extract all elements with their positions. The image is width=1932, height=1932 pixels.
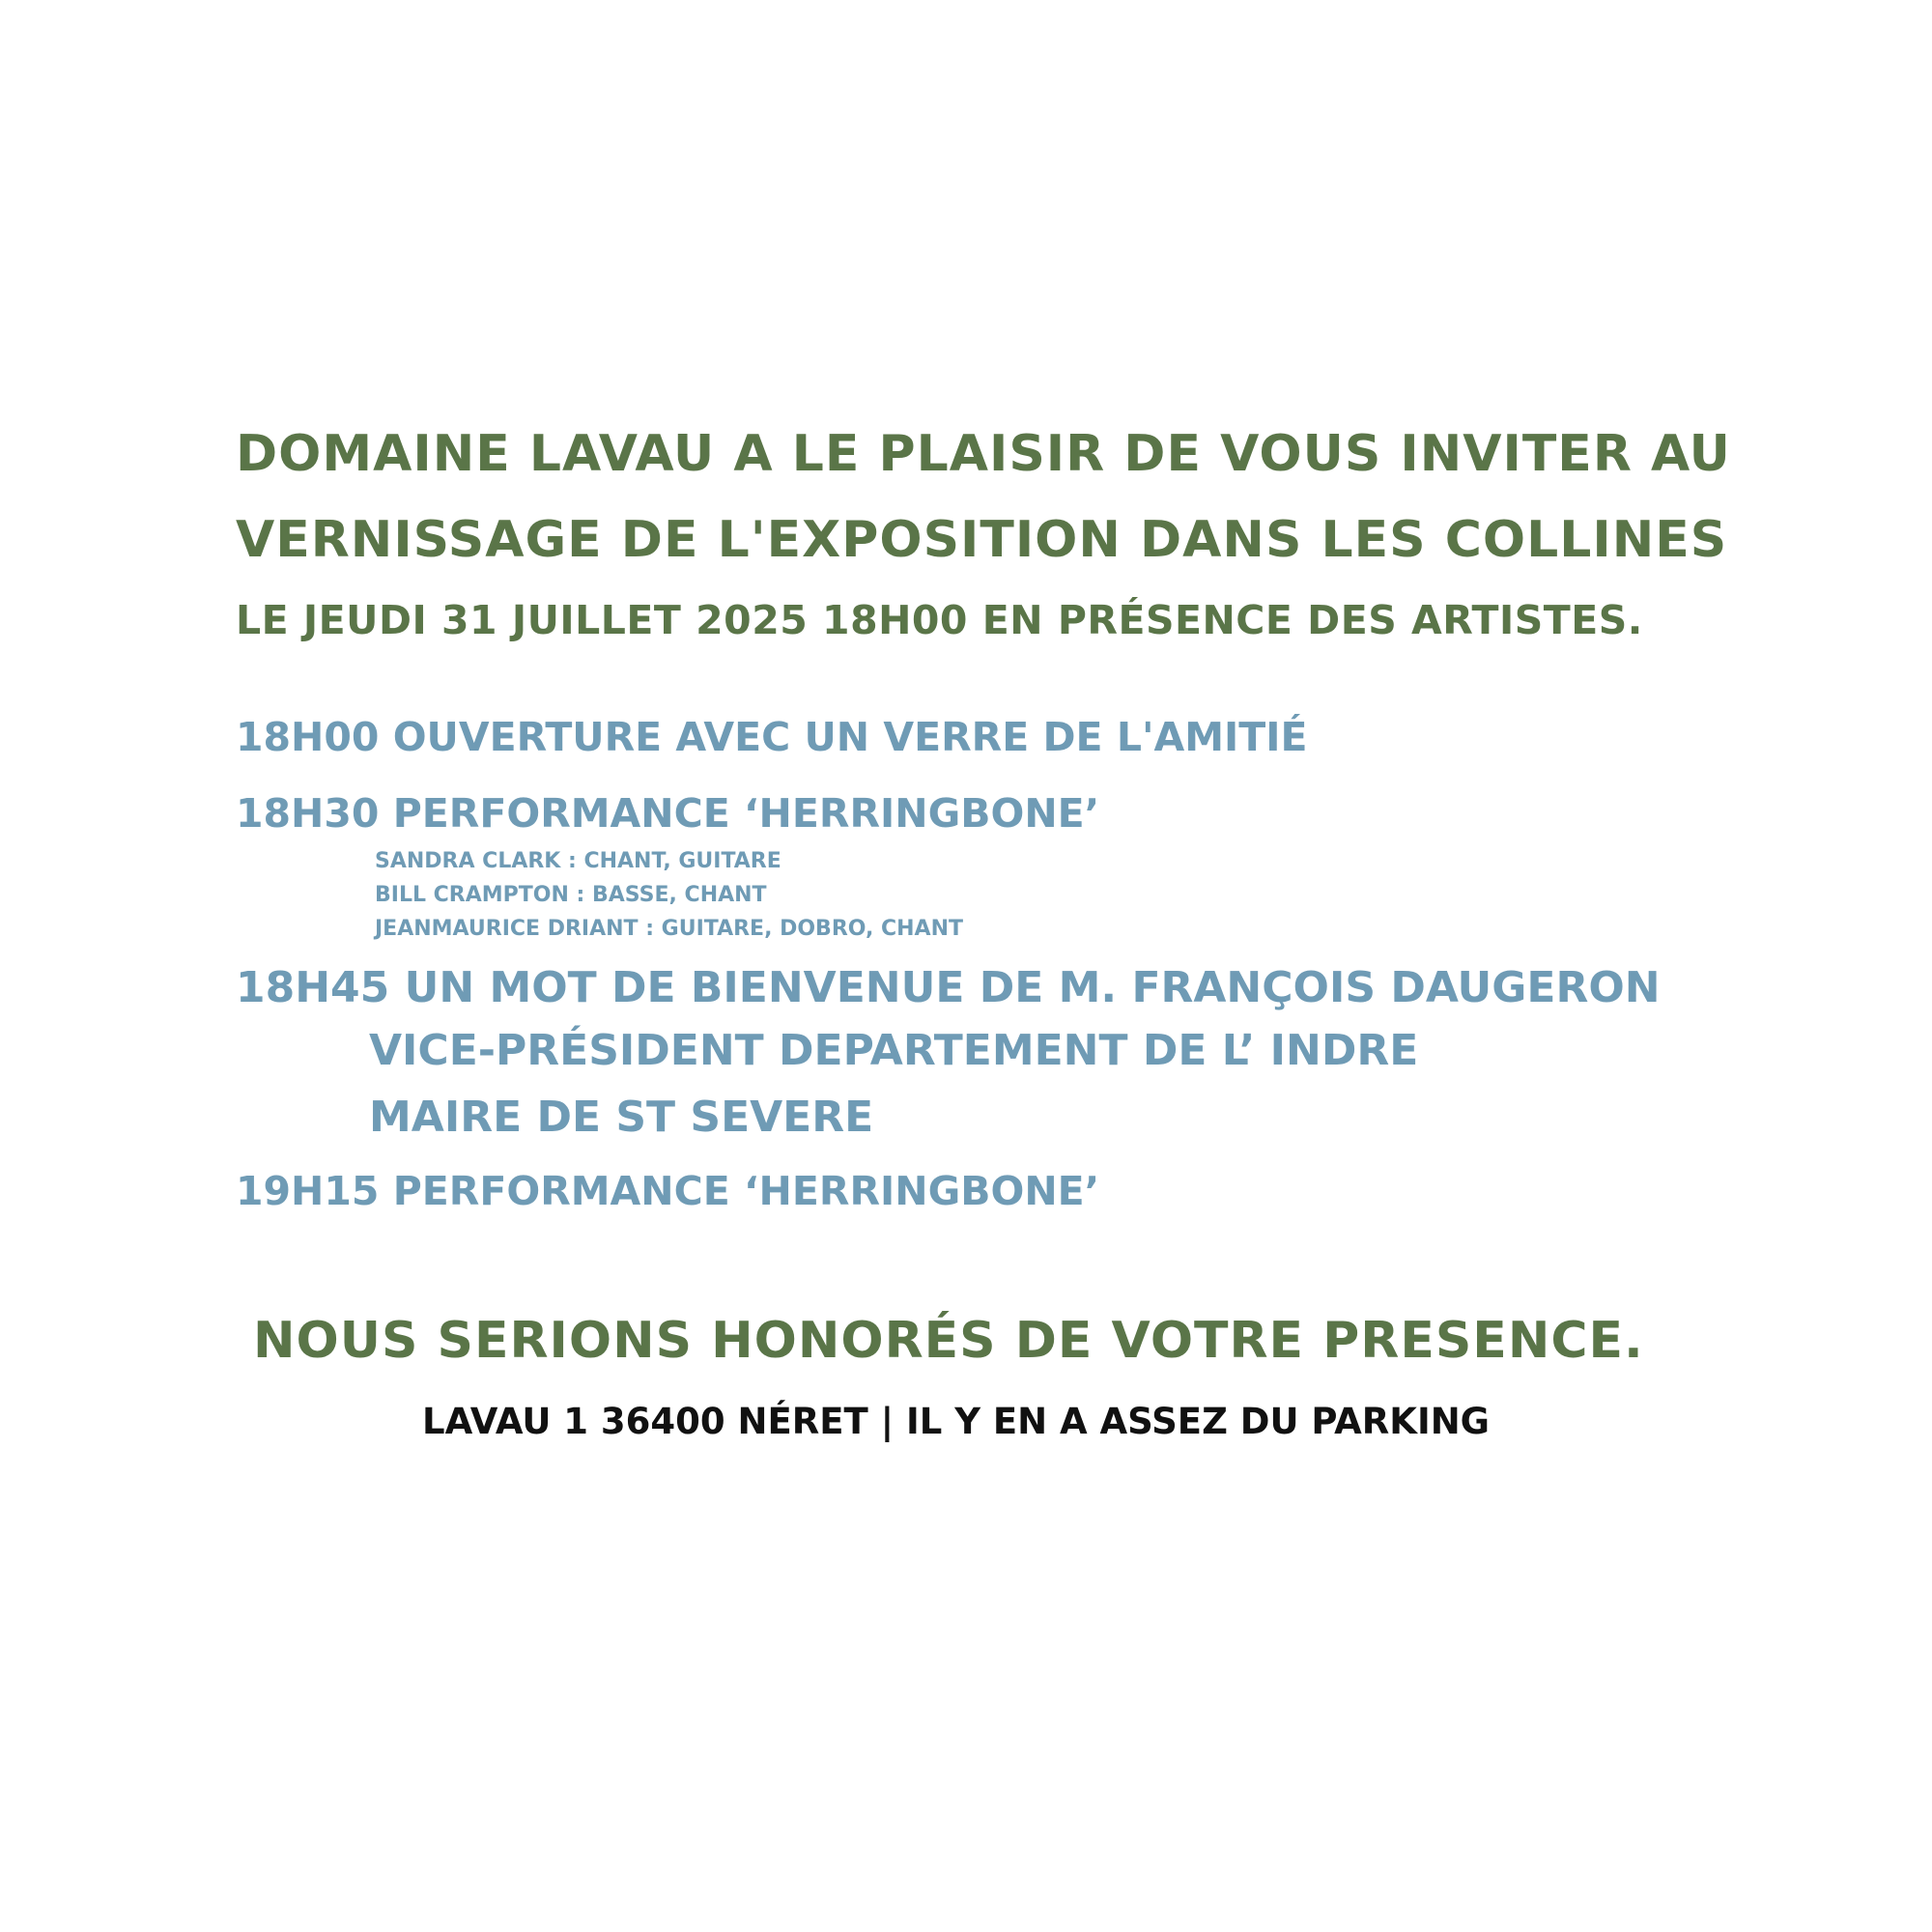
invitation-heading-line-1: DOMAINE LAVAU A LE PLAISIR DE VOUS INVITER AU <box>236 425 1731 483</box>
speaker-title: MAIRE DE ST SEVERE <box>369 1093 874 1142</box>
program-item-performance-1: 18H30 PERFORMANCE ‘HERRINGBONE’ <box>236 790 1100 837</box>
invitation-heading-line-2: VERNISSAGE DE L'EXPOSITION DANS LES COLLINES <box>236 511 1728 569</box>
band-member: JEANMAURICE DRIANT : GUITARE, DOBRO, CHANT <box>375 917 963 941</box>
program-item-performance-2: 19H15 PERFORMANCE ‘HERRINGBONE’ <box>236 1168 1100 1214</box>
address-footer: LAVAU 1 36400 NÉRET | IL Y EN A ASSEZ DU PARKING <box>422 1401 1491 1442</box>
program-item-welcome: 18H45 UN MOT DE BIENVENUE DE M. FRANÇOIS DAUGERON <box>236 963 1661 1012</box>
band-member: SANDRA CLARK : CHANT, GUITARE <box>375 849 781 873</box>
speaker-title: VICE-PRÉSIDENT DEPARTEMENT DE L’ INDRE <box>369 1026 1419 1075</box>
band-member: BILL CRAMPTON : BASSE, CHANT <box>375 883 767 907</box>
event-date-line: LE JEUDI 31 JUILLET 2025 18H00 EN PRÉSENCE DES ARTISTES. <box>236 597 1643 643</box>
closing-statement: NOUS SERIONS HONORÉS DE VOTRE PRESENCE. <box>253 1312 1644 1370</box>
program-item-opening: 18H00 OUVERTURE AVEC UN VERRE DE L'AMITIÉ <box>236 714 1308 760</box>
